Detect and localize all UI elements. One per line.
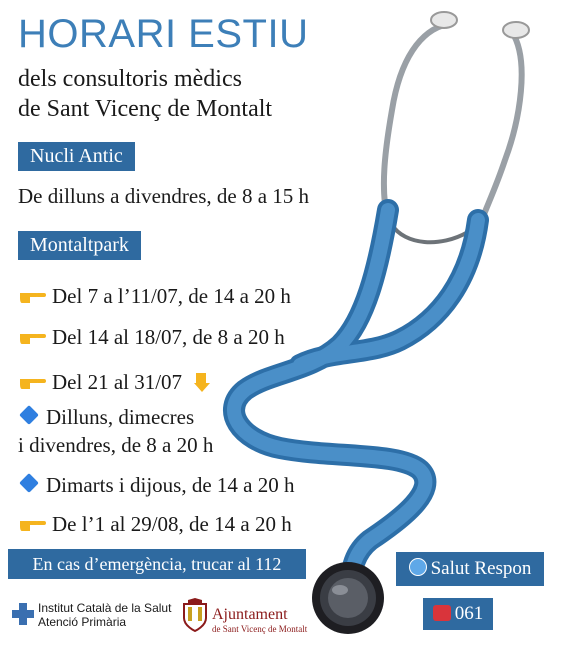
coat-of-arms-icon [182,598,208,632]
schedule-item [18,405,194,430]
schedule-item-text: Dilluns, dimecres [46,405,195,429]
montaltpark-label: Montaltpark [18,231,141,260]
ajuntament-name: Ajuntament [212,606,288,623]
blue-diamond-icon [19,405,39,425]
pointing-hand-icon [18,373,46,391]
pointing-hand-icon [18,515,46,533]
schedule-item [18,512,292,537]
pointing-hand-icon [18,328,46,346]
pointing-down-icon [193,371,211,393]
schedule-item-text: De l’1 al 29/08, de 14 a 20 h [52,512,292,536]
nucli-antic-schedule: De dilluns a divendres, de 8 a 15 h [18,184,310,208]
ics-cross-icon [12,603,34,625]
globe-icon [409,558,427,576]
phone-number: 061 [454,603,484,624]
salut-respon-badge [396,552,544,586]
schedule-item [18,370,211,395]
schedule-item-text: Dimarts i dijous, de 14 a 20 h [46,473,295,497]
nucli-antic-label: Nucli Antic [18,142,135,171]
schedule-item-text: Del 7 a l’11/07, de 14 a 20 h [52,284,291,308]
schedule-item-text: i divendres, de 8 a 20 h [18,433,214,457]
schedule-item [18,473,294,498]
schedule-item-text: Del 14 al 18/07, de 8 a 20 h [52,325,285,349]
ics-name: Institut Català de la Salut [38,601,172,615]
pointing-hand-icon [18,287,46,305]
subtitle-line-1: dels consultoris mèdics [18,66,242,92]
schedule-item [18,284,291,309]
ajuntament-town: de Sant Vicenç de Montalt [212,624,308,634]
blue-diamond-icon [19,473,39,493]
phone-badge [423,598,493,630]
salut-respon-label: Salut Respon [430,558,532,579]
telephone-icon [433,605,451,621]
page-title: HORARI ESTIU [18,12,309,56]
ics-subtitle: Atenció Primària [38,615,127,629]
emergency-banner: En cas d’emergència, trucar al 112 [8,549,306,579]
subtitle-line-2: de Sant Vicenç de Montalt [18,96,273,122]
schedule-item-text: Del 21 al 31/07 [52,370,183,394]
schedule-item [18,325,285,350]
